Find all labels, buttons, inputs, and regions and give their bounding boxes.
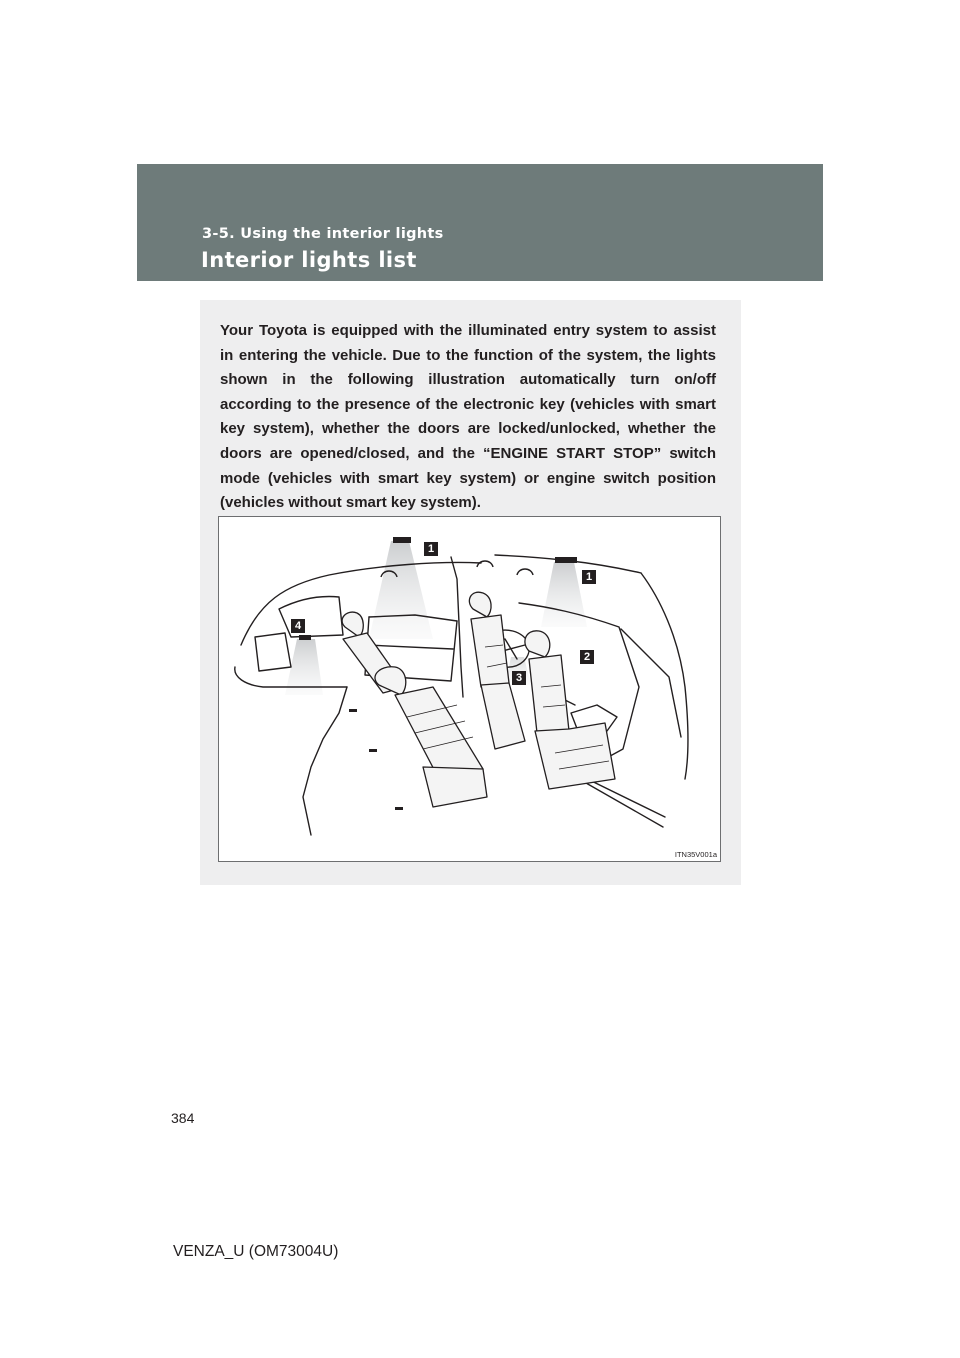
section-header bbox=[137, 164, 823, 281]
callout-marker: 1 bbox=[424, 542, 438, 556]
callout-marker: 2 bbox=[580, 650, 594, 664]
page-title: Interior lights list bbox=[201, 248, 417, 272]
section-label: 3-5. Using the interior lights bbox=[202, 226, 444, 242]
info-box bbox=[200, 300, 741, 885]
illustration-code: ITN35V001a bbox=[674, 850, 717, 859]
footer-model-code: VENZA_U (OM73004U) bbox=[173, 1243, 339, 1260]
intro-paragraph: Your Toyota is equipped with the illuminated entry system to assist in entering the vehicle. Due to the function of the system, the lights shown in the following illustration automatically turn on/off according to the presence of the electronic key (vehicles with smart key system), whether the doors are locked/unlocked, whether the doors are opened/closed, and the “ENGINE START STOP” switch mode (vehicles with smart key system) or engine switch position (vehicles without smart key system). bbox=[220, 322, 716, 512]
car-interior-drawing bbox=[219, 517, 722, 863]
callout-marker: 4 bbox=[291, 619, 305, 633]
interior-lights-illustration bbox=[218, 516, 721, 862]
callout-marker: 3 bbox=[512, 671, 526, 685]
callout-marker: 1 bbox=[582, 570, 596, 584]
page-number: 384 bbox=[171, 1110, 195, 1126]
